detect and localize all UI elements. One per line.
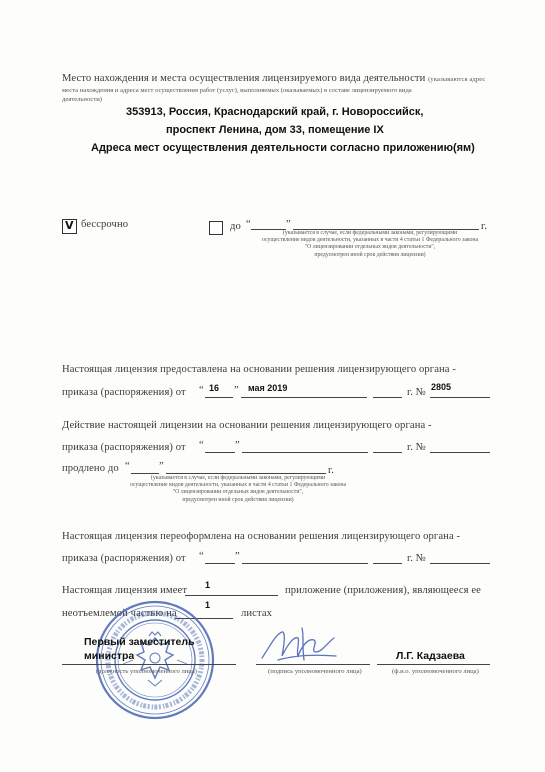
appendix-sheets: 1 — [205, 600, 211, 610]
reissued-line-1: Настоящая лицензия переоформлена на основании решения лицензирующего органа - — [62, 531, 461, 542]
appendix-count-underline — [185, 595, 278, 596]
extended-note-line-3: "О лицензировании отдельных видов деятельности", — [172, 489, 304, 496]
reissued-month-field[interactable] — [242, 563, 368, 564]
extended-order-label: приказа (распоряжения) от — [62, 442, 186, 453]
reissued-quote-close: ” — [235, 551, 240, 562]
name-underline — [377, 664, 490, 665]
term-note-line-4: предусмотрен иной срок действия лицензии) — [314, 251, 426, 258]
address-line-1: 353913, Россия, Краснодарский край, г. Новороссийск, — [126, 106, 424, 118]
term-note — [220, 230, 520, 259]
extended-year-field[interactable] — [373, 452, 402, 453]
granted-year-suffix: г. № — [407, 387, 426, 398]
extended-until-year-suffix: г. — [328, 465, 334, 476]
granted-quote-open: “ — [199, 385, 204, 396]
granted-number: 2805 — [431, 382, 452, 392]
granted-month-year: мая 2019 — [248, 383, 288, 393]
indefinite-label: бессрочно — [81, 219, 129, 230]
appendix-middle: приложение (приложения), являющееся ее — [285, 585, 481, 596]
appendix-suffix-2: листах — [241, 608, 273, 619]
extended-note-line-2: осуществление видов деятельности, указанных в части 4 статьи 1 Федерального закона — [129, 482, 347, 489]
extended-quote-close: ” — [235, 440, 240, 451]
address-line-3: Адреса мест осуществления деятельности согласно приложению(ям) — [91, 142, 475, 154]
signer-name: Л.Г. Кадзаева — [396, 650, 465, 662]
granted-number-underline — [430, 397, 490, 398]
term-note-line-1: (указывается в случае, если федеральными законами, регулирующими — [282, 230, 458, 236]
extended-until-label: продлено до — [62, 463, 119, 474]
reissued-year-field[interactable] — [373, 563, 402, 564]
signer-position-line-1: Первый заместитель — [84, 636, 195, 648]
signature-underline — [256, 664, 370, 665]
extended-until-quote-close: ” — [159, 461, 164, 472]
appendix-prefix-2: неотъемлемой частью на — [62, 608, 177, 619]
address-heading — [62, 73, 485, 84]
granted-year-underline — [373, 397, 402, 398]
extended-until-quote-open: “ — [125, 461, 130, 472]
until-quote-close: ” — [286, 219, 291, 230]
until-quote-open: “ — [246, 219, 251, 230]
granted-month-underline — [241, 397, 367, 398]
granted-day: 16 — [209, 383, 220, 393]
extended-note — [88, 475, 388, 504]
signer-position-line-2: министра — [84, 650, 135, 662]
granted-quote-close: ” — [234, 385, 239, 396]
extended-until-month-field[interactable] — [166, 473, 326, 474]
until-label: до — [230, 221, 241, 232]
appendix-count: 1 — [205, 580, 211, 590]
appendix-prefix: Настоящая лицензия имеет — [62, 585, 188, 596]
extended-year-suffix: г. № — [407, 442, 426, 453]
reissued-quote-open: “ — [199, 551, 204, 562]
extended-until-day-field[interactable] — [131, 473, 159, 474]
reissued-year-suffix: г. № — [407, 553, 426, 564]
indefinite-checkbox[interactable] — [62, 219, 77, 234]
extended-month-field[interactable] — [242, 452, 368, 453]
extended-note-line-1: (указывается в случае, если федеральными законами, регулирующими — [150, 475, 326, 481]
extended-quote-open: “ — [199, 440, 204, 451]
address-heading-note-1: (указываются адрес — [428, 76, 486, 83]
position-caption: (должность уполномоченного лица) — [96, 668, 197, 675]
address-heading-note-3: деятельности) — [62, 96, 102, 103]
reissued-order-label: приказа (распоряжения) от — [62, 553, 186, 564]
term-note-line-2: осуществление видов деятельности, указанных в части 4 статьи 1 Федерального закона — [261, 237, 479, 244]
extended-day-field[interactable] — [205, 452, 235, 453]
granted-order-label: приказа (распоряжения) от — [62, 387, 186, 398]
address-heading-text: Место нахождения и места осуществления лицензируемого вида деятельности — [62, 73, 426, 84]
granted-day-underline — [205, 397, 233, 398]
address-line-2: проспект Ленина, дом 33, помещение IX — [166, 124, 384, 136]
check-mark-icon: V — [65, 219, 74, 232]
term-note-line-3: "О лицензировании отдельных видов деятельности", — [304, 244, 436, 251]
granted-line-1: Настоящая лицензия предоставлена на основании решения лицензирующего органа - — [62, 364, 456, 375]
position-underline — [62, 664, 236, 665]
address-heading-note-2: места нахождения и адреса мест осуществления работ (услуг), выполняемых (оказываемых) в составе лицензируемого вида — [62, 87, 412, 94]
handwritten-signature-icon — [258, 616, 340, 676]
extended-note-line-4: предусмотрен иной срок действия лицензии) — [182, 496, 294, 503]
reissued-day-field[interactable] — [205, 563, 235, 564]
until-year-suffix: г. — [481, 221, 487, 232]
extended-line-1: Действие настоящей лицензии на основании решения лицензирующего органа - — [62, 420, 432, 431]
name-caption: (ф.и.о. уполномоченного лица) — [392, 668, 479, 675]
reissued-number-field[interactable] — [430, 563, 490, 564]
signature-caption: (подпись уполномоченного лица) — [268, 668, 362, 675]
extended-number-field[interactable] — [430, 452, 490, 453]
